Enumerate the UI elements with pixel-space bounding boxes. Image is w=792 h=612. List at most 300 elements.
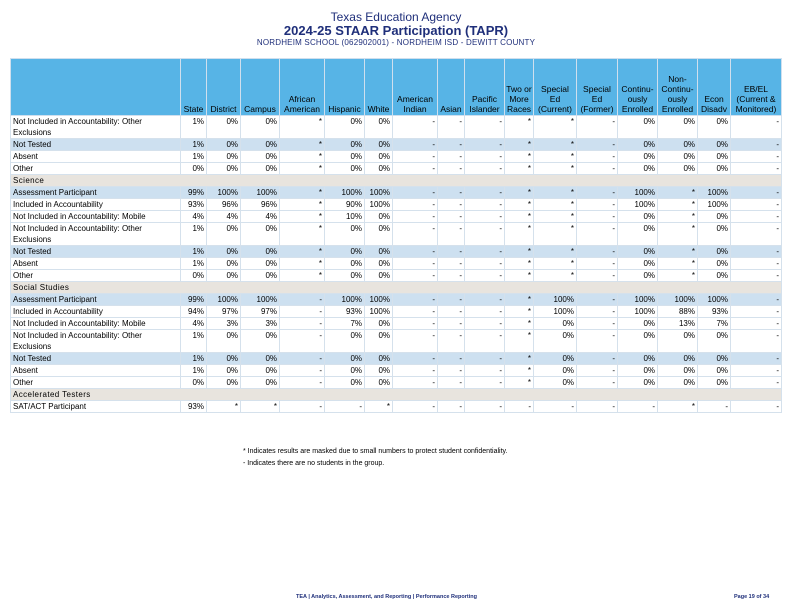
table-cell: 93% [181,401,207,413]
table-cell: 0% [658,163,698,175]
table-cell: * [534,139,577,151]
table-cell: * [534,258,577,270]
table-cell: * [505,294,534,306]
row-label: Not Included in Accountability: Mobile [11,211,181,223]
table-cell: - [393,330,438,353]
table-cell: * [280,270,325,282]
row-label: Assessment Participant [11,187,181,199]
report-subtitle: NORDHEIM SCHOOL (062902001) - NORDHEIM ISD - DEWITT COUNTY [256,38,536,47]
table-cell: * [534,163,577,175]
column-header: Campus [241,59,280,116]
row-label: SAT/ACT Participant [11,401,181,413]
table-cell: - [698,401,731,413]
table-cell: 0% [207,353,241,365]
table-cell: 100% [698,199,731,211]
table-cell: - [438,151,465,163]
table-cell: - [280,306,325,318]
table-cell: - [465,187,505,199]
table-cell: 0% [325,353,365,365]
table-cell: 100% [658,294,698,306]
row-label: Absent [11,258,181,270]
table-cell: 0% [534,318,577,330]
table-cell: 0% [325,139,365,151]
table-cell: - [577,116,618,139]
table-cell: - [393,151,438,163]
table-cell: - [438,306,465,318]
table-cell: 0% [207,330,241,353]
section-title: Accelerated Testers [11,389,782,401]
section-header-row [11,389,782,401]
table-cell: - [438,116,465,139]
table-cell: * [280,211,325,223]
column-header-label [11,59,181,116]
table-cell: 0% [698,246,731,258]
column-header: District [207,59,241,116]
table-cell: - [393,258,438,270]
column-header: Two or More Races [505,59,534,116]
table-cell: 99% [181,187,207,199]
table-cell: - [393,401,438,413]
table-cell: - [577,258,618,270]
table-cell: - [577,330,618,353]
table-cell: 0% [325,151,365,163]
table-cell: - [577,318,618,330]
table-cell: - [280,318,325,330]
table-cell: 0% [241,151,280,163]
table-cell: 90% [325,199,365,211]
table-cell: 0% [698,365,731,377]
table-cell: * [207,401,241,413]
table-cell: 0% [241,377,280,389]
table-cell: 100% [618,294,658,306]
table-cell: - [393,246,438,258]
table-cell: 0% [365,163,393,175]
table-cell: - [438,139,465,151]
table-cell: - [731,330,782,353]
table-cell: 88% [658,306,698,318]
table-cell: * [658,401,698,413]
table-cell: 0% [618,163,658,175]
row-label: Included in Accountability [11,199,181,211]
row-label: Absent [11,365,181,377]
table-cell: 0% [698,330,731,353]
row-label: Included in Accountability [11,306,181,318]
table-cell: * [505,223,534,246]
table-cell: 0% [241,116,280,139]
table-cell: - [577,163,618,175]
table-cell: * [505,199,534,211]
table-cell: - [393,139,438,151]
row-label: Not Included in Accountability: Other Exclusions [11,116,181,139]
table-cell: - [393,365,438,377]
row-label: Not Included in Accountability: Mobile [11,318,181,330]
table-cell: - [438,199,465,211]
table-cell: - [465,199,505,211]
table-row [11,151,782,163]
table-cell: 100% [534,294,577,306]
table-cell: * [280,139,325,151]
table-cell: * [280,223,325,246]
table-cell: * [280,116,325,139]
table-cell: 0% [698,139,731,151]
table-cell: 4% [241,211,280,223]
table-cell: - [393,270,438,282]
table-cell: 7% [698,318,731,330]
row-label: Not Tested [11,353,181,365]
column-header: Continu-ously Enrolled [618,59,658,116]
table-cell: 93% [181,199,207,211]
column-header: Special Ed (Former) [577,59,618,116]
table-cell: - [577,377,618,389]
table-cell: 1% [181,139,207,151]
table-cell: 0% [241,270,280,282]
row-label: Other [11,377,181,389]
table-cell: - [438,330,465,353]
table-cell: 0% [365,365,393,377]
table-cell: * [534,246,577,258]
table-cell: - [465,258,505,270]
table-cell: - [731,258,782,270]
table-row [11,199,782,211]
table-cell: 96% [207,199,241,211]
table-cell: * [505,246,534,258]
table-cell: 0% [241,353,280,365]
table-cell: 0% [241,163,280,175]
table-cell: 3% [241,318,280,330]
table-cell: 100% [241,294,280,306]
table-cell: - [438,365,465,377]
table-cell: 0% [325,377,365,389]
table-cell: 100% [618,187,658,199]
table-cell: 96% [241,199,280,211]
table-cell: * [534,151,577,163]
table-cell: - [731,187,782,199]
table-cell: - [393,377,438,389]
table-cell: * [280,163,325,175]
table-cell: - [465,353,505,365]
table-cell: - [731,306,782,318]
column-header: Asian [438,59,465,116]
table-row [11,306,782,318]
table-cell: - [280,401,325,413]
table-cell: 13% [658,318,698,330]
table-cell: * [658,199,698,211]
column-header: State [181,59,207,116]
table-cell: * [505,139,534,151]
table-body [11,116,782,413]
table-cell: 0% [241,258,280,270]
table-cell: - [577,401,618,413]
table-cell: * [534,223,577,246]
table-cell: - [393,353,438,365]
table-cell: - [731,223,782,246]
column-header: Special Ed (Current) [534,59,577,116]
column-header: Non-Continu-ously Enrolled [658,59,698,116]
table-cell: 0% [618,116,658,139]
table-cell: 0% [241,246,280,258]
table-row [11,377,782,389]
table-cell: 100% [618,199,658,211]
table-cell: * [241,401,280,413]
table-cell: - [577,139,618,151]
table-cell: 0% [618,246,658,258]
table-cell: - [577,365,618,377]
section-title: Science [11,175,782,187]
table-cell: - [438,258,465,270]
table-cell: * [658,223,698,246]
row-label: Not Included in Accountability: Other Exclusions [11,223,181,246]
table-cell: - [731,353,782,365]
table-cell: 3% [207,318,241,330]
table-cell: - [393,306,438,318]
table-cell: - [280,377,325,389]
table-cell: - [731,377,782,389]
table-cell: * [280,246,325,258]
table-cell: 0% [618,353,658,365]
table-cell: 0% [325,246,365,258]
table-cell: 0% [534,330,577,353]
table-cell: 0% [207,116,241,139]
table-cell: - [393,199,438,211]
table-cell: 0% [207,139,241,151]
table-cell: 100% [618,306,658,318]
table-cell: - [393,163,438,175]
footnote-no-students: - Indicates there are no students in the group. [243,460,385,467]
table-cell: * [280,258,325,270]
table-cell: - [280,365,325,377]
table-cell: 10% [325,211,365,223]
table-cell: - [465,318,505,330]
table-cell: 0% [181,163,207,175]
table-cell: 0% [658,377,698,389]
table-cell: - [393,187,438,199]
table-cell: 0% [241,139,280,151]
table-row [11,270,782,282]
table-cell: - [438,270,465,282]
row-label: Absent [11,151,181,163]
row-label: Assessment Participant [11,294,181,306]
table-cell: - [577,294,618,306]
table-cell: 0% [325,258,365,270]
table-cell: 0% [618,330,658,353]
table-cell: 100% [534,306,577,318]
table-cell: 100% [698,187,731,199]
table-cell: * [505,187,534,199]
table-cell: - [393,294,438,306]
table-row [11,223,782,246]
table-cell: - [465,116,505,139]
table-cell: 100% [325,187,365,199]
table-cell: - [465,246,505,258]
table-cell: - [534,401,577,413]
table-cell: 1% [181,353,207,365]
table-cell: 0% [658,139,698,151]
table-cell: - [438,223,465,246]
footer-source: TEA | Analytics, Assessment, and Reporting | Performance Reporting [296,594,477,600]
column-header: American Indian [393,59,438,116]
table-cell: - [280,353,325,365]
table-cell: - [280,330,325,353]
table-cell: * [658,270,698,282]
table-cell: - [465,330,505,353]
table-cell: 0% [365,223,393,246]
table-cell: 0% [181,270,207,282]
table-cell: 0% [698,211,731,223]
table-cell: * [505,270,534,282]
table-cell: 0% [325,330,365,353]
table-cell: 0% [207,223,241,246]
table-cell: - [731,199,782,211]
table-cell: 97% [207,306,241,318]
table-cell: - [577,151,618,163]
table-cell: - [577,199,618,211]
table-row [11,401,782,413]
table-cell: 0% [698,151,731,163]
table-cell: 4% [207,211,241,223]
table-cell: * [365,401,393,413]
table-cell: - [465,294,505,306]
table-cell: 0% [365,116,393,139]
table-cell: * [505,151,534,163]
table-cell: 0% [618,318,658,330]
table-row [11,139,782,151]
table-cell: 1% [181,258,207,270]
table-cell: 0% [207,246,241,258]
table-cell: 0% [618,270,658,282]
page-number: Page 19 of 34 [734,594,770,600]
table-cell: * [534,270,577,282]
table-cell: - [465,306,505,318]
table-cell: 1% [181,151,207,163]
table-cell: - [577,306,618,318]
table-cell: 1% [181,223,207,246]
table-cell: 0% [534,353,577,365]
table-cell: * [505,353,534,365]
table-cell: 100% [365,294,393,306]
table-cell: 0% [365,246,393,258]
table-cell: 0% [698,377,731,389]
table-cell: * [505,365,534,377]
column-header: White [365,59,393,116]
table-cell: * [505,258,534,270]
table-cell: * [280,199,325,211]
table-cell: 0% [325,365,365,377]
table-cell: 0% [658,116,698,139]
table-cell: - [731,163,782,175]
table-cell: * [505,211,534,223]
report-title: 2024-25 STAAR Participation (TAPR) [283,23,509,38]
table-cell: - [577,353,618,365]
column-header: Econ Disadv [698,59,731,116]
table-cell: * [280,151,325,163]
table-cell: 0% [618,151,658,163]
column-header: Hispanic [325,59,365,116]
table-cell: - [731,401,782,413]
table-cell: - [438,401,465,413]
table-cell: 100% [698,294,731,306]
table-cell: 0% [325,116,365,139]
table-cell: * [658,258,698,270]
table-cell: - [438,294,465,306]
table-cell: * [505,377,534,389]
table-cell: * [505,306,534,318]
table-cell: - [577,211,618,223]
table-cell: 0% [325,223,365,246]
table-cell: 0% [658,330,698,353]
table-cell: 0% [618,139,658,151]
table-cell: 1% [181,365,207,377]
table-cell: - [280,294,325,306]
column-header: EB/EL (Current & Monitored) [731,59,782,116]
table-cell: * [505,163,534,175]
participation-table [10,58,782,413]
table-cell: * [534,116,577,139]
table-cell: - [325,401,365,413]
section-header-row [11,282,782,294]
table-cell: * [505,318,534,330]
table-header-row [11,59,782,116]
table-cell: * [280,187,325,199]
table-row [11,246,782,258]
table-cell: - [465,377,505,389]
table-row [11,163,782,175]
footnote-masked: * Indicates results are masked due to small numbers to protect student confidentiality. [243,448,508,455]
agency-name: Texas Education Agency [330,10,462,24]
table-cell: - [438,163,465,175]
table-cell: 0% [618,377,658,389]
table-cell: 0% [325,270,365,282]
table-cell: 0% [241,365,280,377]
table-cell: - [577,223,618,246]
table-cell: 0% [534,377,577,389]
table-cell: 100% [325,294,365,306]
table-cell: - [731,318,782,330]
table-cell: * [505,116,534,139]
table-cell: 0% [365,211,393,223]
section-header-row [11,175,782,187]
table-cell: - [393,318,438,330]
table-cell: - [731,246,782,258]
table-cell: 100% [241,187,280,199]
footnotes [243,446,507,470]
table-cell: - [465,223,505,246]
table-cell: - [731,365,782,377]
table-cell: - [731,270,782,282]
table-cell: * [505,330,534,353]
table-cell: 0% [207,163,241,175]
table-cell: - [577,270,618,282]
table-cell: 0% [241,330,280,353]
table-cell: * [658,211,698,223]
table-cell: 0% [325,163,365,175]
table-cell: 100% [365,187,393,199]
table-row [11,211,782,223]
table-cell: 0% [658,151,698,163]
table-cell: * [534,211,577,223]
column-header: African American [280,59,325,116]
table-cell: - [465,151,505,163]
table-cell: 0% [365,270,393,282]
table-cell: - [731,139,782,151]
table-row [11,294,782,306]
table-cell: - [731,294,782,306]
table-cell: 0% [207,151,241,163]
table-cell: 0% [658,365,698,377]
table-cell: 0% [618,258,658,270]
table-cell: - [731,116,782,139]
table-cell: - [465,163,505,175]
table-cell: * [658,246,698,258]
